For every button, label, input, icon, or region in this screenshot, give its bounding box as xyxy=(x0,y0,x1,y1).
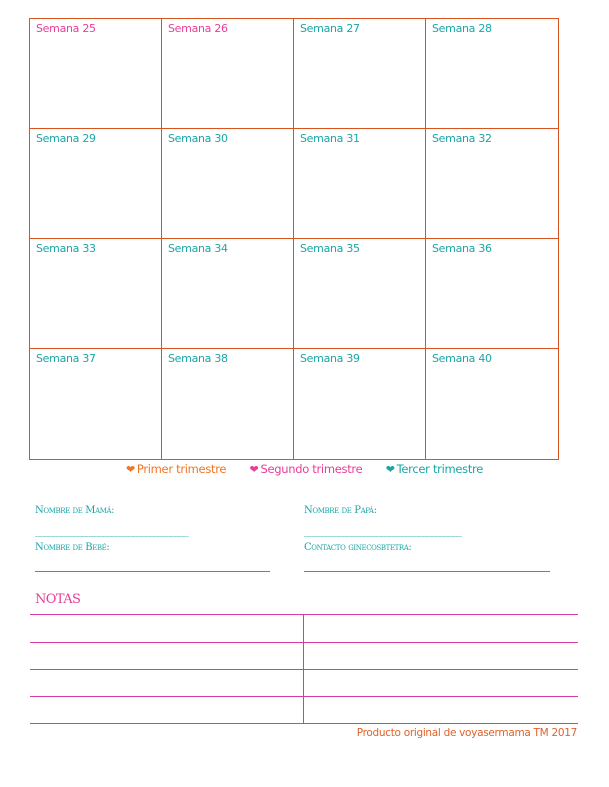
week-label: Semana 37 xyxy=(36,352,96,365)
week-label: Semana 28 xyxy=(432,22,492,35)
mama-name-label: Nombre de Mamá: xyxy=(35,505,115,516)
heart-icon: ❤ xyxy=(249,463,259,476)
legend-primer-label: Primer trimestre xyxy=(136,462,227,476)
notes-divider xyxy=(303,614,304,724)
heart-icon: ❤ xyxy=(385,463,395,476)
week-cell[interactable] xyxy=(294,239,426,349)
footer-credit: Producto original de voyasermama TM 2017 xyxy=(356,727,577,739)
week-label: Semana 40 xyxy=(432,352,492,365)
legend-tercer xyxy=(386,462,483,476)
notes-line xyxy=(30,723,578,724)
bebe-name-label: Nombre de Bebé: xyxy=(35,542,110,553)
week-cell[interactable] xyxy=(162,19,294,129)
legend-segundo-label: Segundo trimestre xyxy=(260,462,363,476)
papa-name-label: Nombre de Papá: xyxy=(304,505,377,516)
legend-primer xyxy=(126,462,226,476)
week-label: Semana 35 xyxy=(300,242,360,255)
week-label: Semana 31 xyxy=(300,132,360,145)
notes-line xyxy=(30,696,578,697)
heart-icon: ❤ xyxy=(125,463,135,476)
week-label: Semana 27 xyxy=(300,22,360,35)
legend-tercer-label: Tercer trimestre xyxy=(396,462,484,476)
week-cell[interactable] xyxy=(426,239,558,349)
trimester-legend xyxy=(0,462,609,476)
week-cell[interactable] xyxy=(294,349,426,459)
contacto-line[interactable] xyxy=(304,571,550,572)
week-label: Semana 29 xyxy=(36,132,96,145)
week-cell[interactable] xyxy=(294,129,426,239)
week-label: Semana 26 xyxy=(168,22,228,35)
notes-line xyxy=(30,642,578,643)
contacto-label: Contacto ginecosbtetra: xyxy=(304,542,412,553)
week-label: Semana 34 xyxy=(168,242,228,255)
notes-line xyxy=(30,669,578,670)
week-cell[interactable] xyxy=(162,129,294,239)
week-label: Semana 25 xyxy=(36,22,96,35)
week-cell[interactable] xyxy=(294,19,426,129)
week-cell[interactable] xyxy=(30,129,162,239)
week-cell[interactable] xyxy=(162,349,294,459)
week-label: Semana 38 xyxy=(168,352,228,365)
week-label: Semana 36 xyxy=(432,242,492,255)
week-cell[interactable] xyxy=(426,129,558,239)
weeks-grid xyxy=(29,18,559,460)
week-label: Semana 33 xyxy=(36,242,96,255)
week-label: Semana 32 xyxy=(432,132,492,145)
week-cell[interactable] xyxy=(30,239,162,349)
bebe-name-line[interactable] xyxy=(35,571,270,572)
week-label: Semana 30 xyxy=(168,132,228,145)
week-cell[interactable] xyxy=(426,19,558,129)
week-cell[interactable] xyxy=(30,19,162,129)
mama-name-line[interactable]: ____________________________________ xyxy=(35,527,187,537)
papa-name-line[interactable]: _____________________________________ xyxy=(304,527,461,537)
notes-line xyxy=(30,614,578,615)
week-cell[interactable] xyxy=(30,349,162,459)
week-cell[interactable] xyxy=(162,239,294,349)
week-label: Semana 39 xyxy=(300,352,360,365)
notas-title: NOTAS xyxy=(35,592,81,607)
legend-segundo xyxy=(250,462,363,476)
week-cell[interactable] xyxy=(426,349,558,459)
